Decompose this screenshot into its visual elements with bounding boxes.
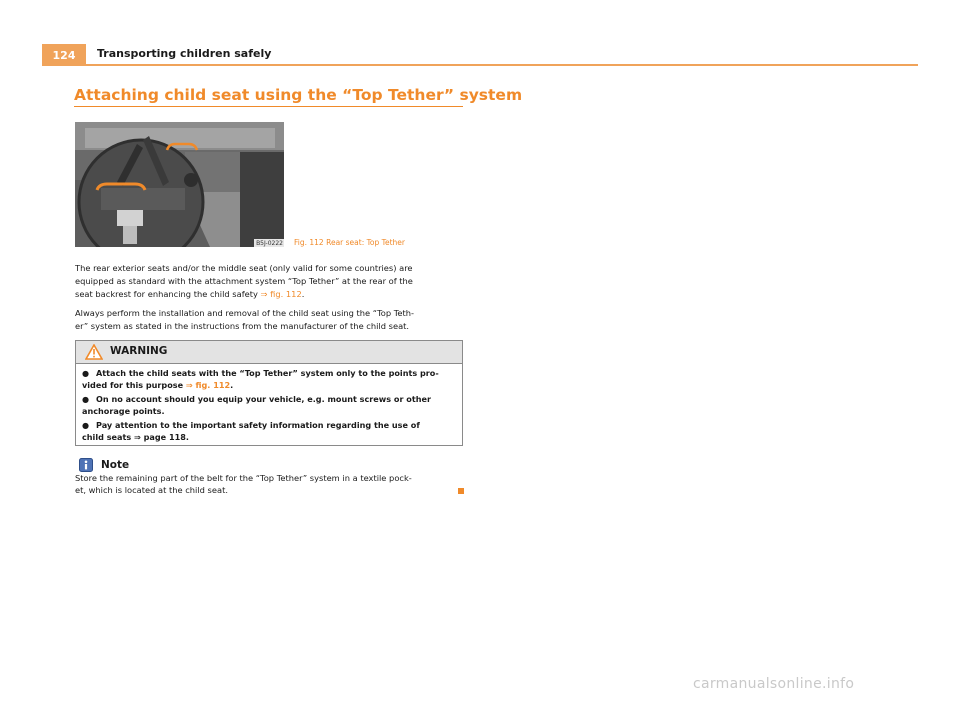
warning-item — [82, 367, 460, 391]
warning-line: On no account should you equip your vehicle, e.g. mount screws or other — [96, 394, 431, 404]
warning-line: Pay attention to the important safety information regarding the use of — [96, 420, 420, 430]
watermark: carmanualsonline.info — [693, 676, 855, 692]
note-line: et, which is located at the child seat. — [75, 485, 228, 495]
warning-header — [76, 341, 462, 364]
paragraph-line: The rear exterior seats and/or the middle seat (only valid for some countries) are — [75, 263, 413, 273]
line-end: . — [230, 380, 234, 390]
body-paragraph-1 — [75, 262, 465, 301]
warning-line[interactable]: child seats ⇒ page 118. — [82, 432, 189, 442]
section-end-marker — [458, 488, 464, 494]
note-line: Store the remaining part of the belt for the “Top Tether” system in a textile pock- — [75, 473, 412, 483]
body-paragraph-2 — [75, 307, 465, 333]
warning-box — [75, 340, 463, 446]
warning-item — [82, 419, 460, 443]
figure-reference-link[interactable]: ⇒ fig. 112 — [185, 380, 231, 390]
warning-line: anchorage points. — [82, 406, 165, 416]
page-header — [42, 44, 918, 66]
warning-title: WARNING — [110, 345, 168, 357]
warning-line: Attach the child seats with the “Top Tether” system only to the points pro- — [96, 368, 439, 378]
title-rule — [74, 106, 463, 107]
note-text — [75, 472, 465, 496]
chapter-title: Transporting children safely — [97, 47, 272, 60]
note-info-icon — [79, 458, 93, 472]
warning-item — [82, 393, 460, 417]
line-text: seat backrest for enhancing the child safety — [75, 289, 261, 299]
figure-caption: Fig. 112 Rear seat: Top Tether — [294, 238, 405, 247]
paragraph-line: Always perform the installation and removal of the child seat using the “Top Teth- — [75, 308, 414, 318]
figure-code: B5J-0222 — [256, 240, 283, 247]
note-title: Note — [101, 459, 130, 471]
bullet-icon: ● — [82, 368, 90, 378]
figure-photo — [75, 122, 284, 247]
line-end: . — [301, 289, 305, 299]
bullet-icon: ● — [82, 394, 90, 404]
figure-rear-seat-top-tether — [75, 122, 284, 247]
page-number: 124 — [42, 44, 86, 66]
section-title: Attaching child seat using the “Top Tether” system — [74, 86, 523, 104]
paragraph-line — [75, 288, 465, 301]
header-rule — [86, 64, 918, 66]
bullet-icon: ● — [82, 420, 90, 430]
warning-triangle-icon — [85, 344, 103, 360]
warning-line: vided for this purpose — [82, 380, 186, 390]
figure-reference-link[interactable]: ⇒ fig. 112 — [260, 289, 302, 299]
paragraph-line: equipped as standard with the attachment system “Top Tether” at the rear of the — [75, 276, 413, 286]
paragraph-line: er” system as stated in the instructions from the manufacturer of the child seat. — [75, 321, 410, 331]
